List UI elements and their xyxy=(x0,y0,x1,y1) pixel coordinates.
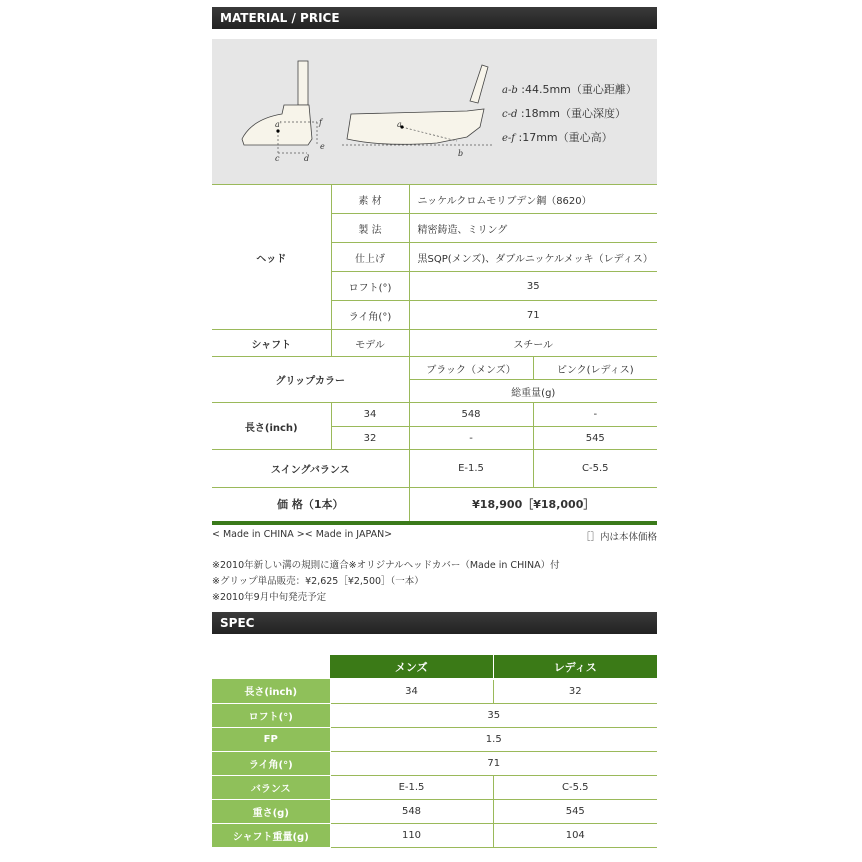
loft-value: 35 xyxy=(409,272,657,301)
spec-label: シャフト重量(g) xyxy=(212,823,330,847)
spec-value: 35 xyxy=(330,703,657,727)
spec-header xyxy=(212,612,657,634)
lie-label: ライ角(°) xyxy=(331,301,409,330)
finish-value: 黒SQP(メンズ)、ダブルニッケルメッキ（レディス） xyxy=(409,243,657,272)
weight-black: 548 xyxy=(409,403,533,427)
spec-mens: 34 xyxy=(330,679,493,703)
spec-value: 1.5 xyxy=(330,727,657,751)
label-b: b xyxy=(458,149,464,158)
legend-ab: a-b :44.5mm（重心距離） xyxy=(502,83,637,96)
center-of-gravity-diagram xyxy=(212,39,657,184)
label-a-prime: a' xyxy=(275,120,282,129)
spec-ladies: 32 xyxy=(493,679,657,703)
material-value: ニッケルクロムモリブデン鋼（8620） xyxy=(409,185,657,214)
loft-label: ロフト(°) xyxy=(331,272,409,301)
spec-ladies: 545 xyxy=(493,799,657,823)
method-value: 精密鋳造、ミリング xyxy=(409,214,657,243)
price-value: ¥18,900［¥18,000］ xyxy=(409,488,657,523)
price-label: 価 格（1本） xyxy=(212,488,409,523)
length-label: 長さ(inch) xyxy=(212,403,331,450)
weight-pink: - xyxy=(533,403,657,427)
swing-balance-label: スイングバランス xyxy=(212,450,409,488)
note-line: ※2010年新しい溝の規則に適合※オリジナルヘッドカバー（Made in CHINA）付 xyxy=(212,560,560,571)
legend-ef: e-f :17mm（重心高） xyxy=(502,131,613,144)
shaft-label: シャフト xyxy=(212,330,331,357)
note-line: ※2010年9月中旬発売予定 xyxy=(212,592,327,603)
model-label: モデル xyxy=(331,330,409,357)
length-value: 34 xyxy=(331,403,409,427)
price-note: ［］内は本体価格 xyxy=(580,532,657,543)
spec-mens: 548 xyxy=(330,799,493,823)
method-label: 製 法 xyxy=(331,214,409,243)
spec-label: ライ角(°) xyxy=(212,751,330,775)
made-in-note: < Made in CHINA >< Made in JAPAN> xyxy=(212,529,393,540)
spec-label: 重さ(g) xyxy=(212,799,330,823)
spec-label: バランス xyxy=(212,775,330,799)
grip-pink: ピンク(レディス) xyxy=(533,357,657,380)
section-title: MATERIAL / PRICE xyxy=(220,11,340,25)
header-mens: メンズ xyxy=(330,655,493,679)
spec-mens: E-1.5 xyxy=(330,775,493,799)
shaft-value: スチール xyxy=(409,330,657,357)
spec-mens: 110 xyxy=(330,823,493,847)
material-table xyxy=(212,184,657,525)
section-title: SPEC xyxy=(220,616,255,630)
spec-value: 71 xyxy=(330,751,657,775)
spec-label: ロフト(°) xyxy=(212,703,330,727)
label-a: a xyxy=(397,120,402,129)
lie-value: 71 xyxy=(409,301,657,330)
label-c: c xyxy=(275,154,280,163)
finish-label: 仕上げ xyxy=(331,243,409,272)
legend-cd: c-d :18mm（重心深度） xyxy=(502,107,627,120)
length-value: 32 xyxy=(331,427,409,450)
spec-label: 長さ(inch) xyxy=(212,679,330,703)
spec-ladies: 104 xyxy=(493,823,657,847)
spec-ladies: C-5.5 xyxy=(493,775,657,799)
label-d: d xyxy=(304,154,310,163)
weight-pink: 545 xyxy=(533,427,657,450)
grip-black: ブラック（メンズ） xyxy=(409,357,533,380)
spec-table xyxy=(212,655,657,848)
head-label: ヘッド xyxy=(212,185,331,330)
note-line: ※グリップ単品販売：¥2,625［¥2,500］（一本） xyxy=(212,576,424,587)
total-weight-label: 総重量(g) xyxy=(409,380,657,403)
header-ladies: レディス xyxy=(493,655,657,679)
label-e: e xyxy=(320,142,325,151)
grip-color-label: グリップカラー xyxy=(212,357,409,403)
swing-black: E-1.5 xyxy=(409,450,533,488)
swing-pink: C-5.5 xyxy=(533,450,657,488)
material-price-header xyxy=(212,7,657,29)
weight-black: - xyxy=(409,427,533,450)
label-f: f xyxy=(319,118,322,127)
material-label: 素 材 xyxy=(331,185,409,214)
spec-label: FP xyxy=(212,727,330,751)
